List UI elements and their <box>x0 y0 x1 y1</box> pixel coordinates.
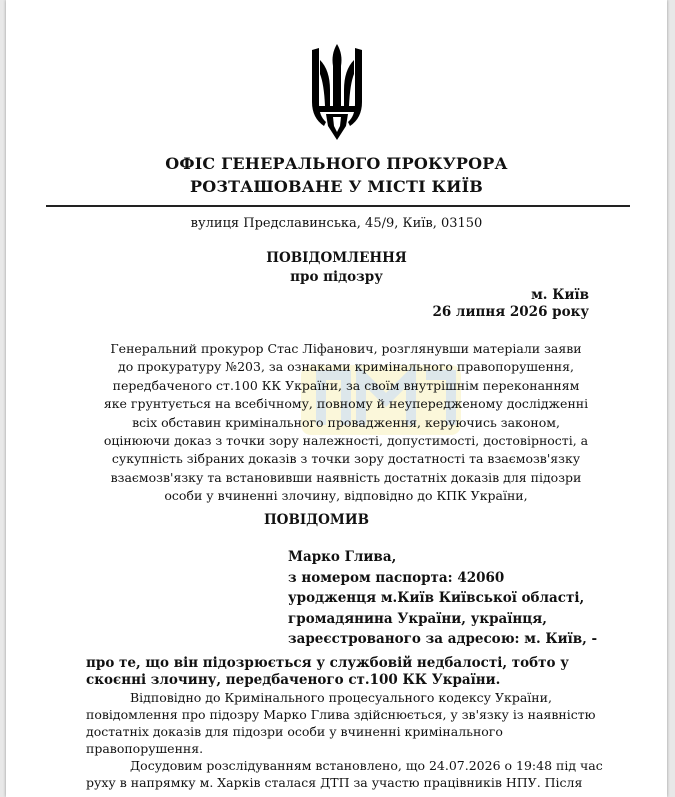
body-paragraph-1: Відповідно до Кримінального процесуального кодексу України, повідомлення про підозру Марко Глива здійснюється, у зв'язку із наявністю достатніх доказів для підозри особи у вчиненні кримінального правопорушення. <box>86 690 596 756</box>
office-name-line2: РОЗТАШОВАНЕ У МІСТІ КИЇВ <box>189 177 484 196</box>
notice-date: 26 липня 2026 року <box>432 304 589 320</box>
header-divider <box>46 205 630 207</box>
person-registration: зареєстрованого за адресою: м. Київ, - <box>288 631 598 647</box>
person-passport: з номером паспорта: 42060 <box>288 569 505 586</box>
body-paragraph-2: Досудовим розслідуванням встановлено, що 24.07.2026 о 19:48 під час руху в напрямку м. Харків сталася ДТП за участю працівників НПУ. Після <box>86 758 603 790</box>
document-page <box>6 0 667 797</box>
office-name-line1: ОФІС ГЕНЕРАЛЬНОГО ПРОКУРОРА <box>165 154 508 173</box>
trident-emblem-icon <box>306 44 368 142</box>
person-name: Марко Глива, <box>288 549 397 565</box>
suspicion-statement: про те, що він підозрюється у службовій недбалості, тобто у скоєнні злочину, передбаченого ст.100 КК України. <box>86 655 569 688</box>
notice-city: м. Київ <box>531 287 589 303</box>
notified-heading: ПОВІДОМИВ <box>263 512 370 528</box>
person-citizenship: громадянина України, українця, <box>288 610 547 627</box>
office-address: вулиця Предславинська, 45/9, Київ, 03150 <box>190 216 483 231</box>
person-birthplace: уродженця м.Київ Київської області, <box>288 590 585 606</box>
intro-paragraph: Генеральний прокурор Стас Ліфанович, розглянувши матеріали заяви до прокуратуру №203, за ознаками кримінального правопорушення, передбаченого ст.100 КК України, за своїм внутрішнім переконанням яке грунтується на всебічному, повному й неупередженому дослідженні всіх обставин кримінального провадження, керуючись законом, оцінюючи доказ з точки зору належності, допустимості, достовірності, а сукупність зібраних доказів з точки зору достатності та взаємозв'язку взаємозв'язку та встановивши наявність достатніх доказів для підозри особи у вчиненні злочину, відповідно до КПК України, <box>103 341 589 504</box>
person-details <box>288 547 597 650</box>
notice-title: ПОВІДОМЛЕННЯ <box>266 250 407 266</box>
notice-subtitle: про підозру <box>290 269 383 285</box>
